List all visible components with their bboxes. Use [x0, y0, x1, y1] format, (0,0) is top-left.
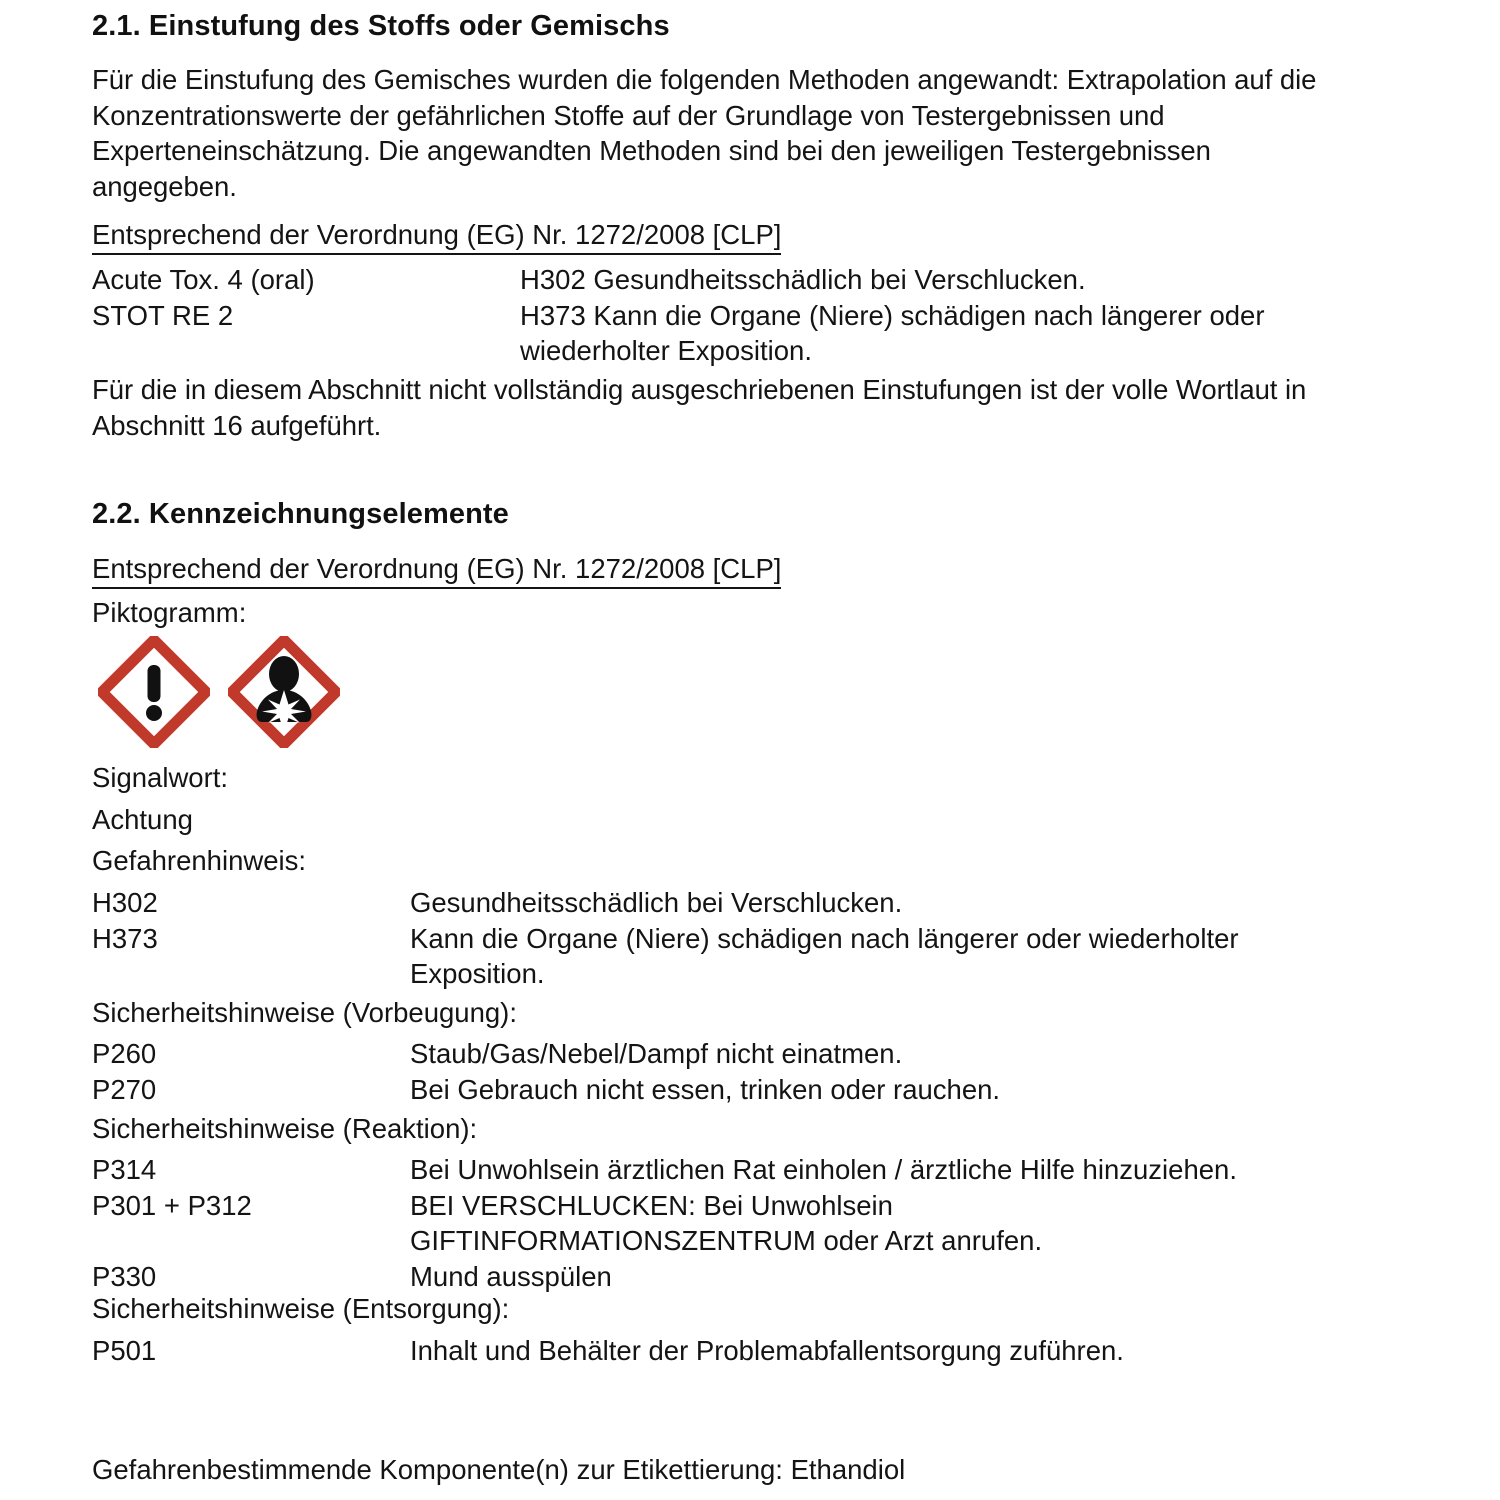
precautionary-response-table [92, 1152, 1432, 1294]
hazard-code: H373 [92, 922, 158, 954]
signal-word-label: Signalwort: [92, 762, 229, 793]
precautionary-code: P270 [92, 1073, 157, 1105]
table-row-continuation [92, 333, 1432, 369]
section-22-regulation-label-wrapper [92, 552, 781, 589]
section-22-heading: 2.2. Kennzeichnungselemente [92, 498, 509, 530]
precautionary-text: Bei Gebrauch nicht essen, trinken oder rauchen. [410, 1073, 1001, 1105]
pictogram-label: Piktogramm: [92, 597, 247, 628]
hazard-statements-label: Gefahrenhinweis: [92, 845, 307, 876]
exclamation-mark-pictogram [98, 636, 210, 748]
precautionary-text: Bei Unwohlsein ärztlichen Rat einholen / ärztliche Hilfe hinzuziehen. [410, 1154, 1237, 1185]
table-row [92, 1333, 1432, 1369]
precautionary-text: Inhalt und Behälter der Problemabfallentsorgung zuführen. [410, 1335, 1124, 1366]
precautionary-code: P301 + P312 [92, 1189, 252, 1221]
precautionary-code: P330 [92, 1260, 157, 1292]
hazard-statements-table [92, 885, 1432, 992]
precautionary-response-label: Sicherheitshinweise (Reaktion): [92, 1113, 478, 1144]
precautionary-code: P314 [92, 1154, 157, 1185]
section-21-classification-table [92, 262, 1432, 369]
classification-statement: H373 Kann die Organe (Niere) schädigen nach längerer oder [520, 299, 1265, 331]
hazard-determining-components: Gefahrenbestimmende Komponente(n) zur Etikettierung: Ethandiol [92, 1454, 906, 1485]
pictogram-strip [98, 636, 340, 748]
classification-statement: H302 Gesundheitsschädlich bei Verschlucken. [520, 264, 1086, 295]
section-22-regulation-label: Entsprechend der Verordnung (EG) Nr. 1272/2008 [CLP] [92, 552, 781, 589]
classification-class: STOT RE 2 [92, 299, 234, 331]
precautionary-code: P260 [92, 1038, 157, 1069]
section-21-regulation-label-wrapper [92, 218, 781, 255]
table-row [92, 1152, 1432, 1188]
table-row [92, 1259, 1432, 1295]
hazard-text: Gesundheitsschädlich bei Verschlucken. [410, 887, 903, 918]
section-21-intro-paragraph: Für die Einstufung des Gemisches wurden die folgenden Methoden angewandt: Extrapolation auf die Konzentrationswerte der gefährlichen Stoffe auf der Grundlage von Testergebnissen und Experteneinschätzung. Die angewandten Methoden sind bei den jeweiligen Testergebnissen angegeben. [92, 64, 1317, 202]
table-row [92, 921, 1432, 957]
precautionary-prevention-table [92, 1036, 1432, 1107]
precautionary-text: BEI VERSCHLUCKEN: Bei Unwohlsein [410, 1189, 893, 1221]
precautionary-disposal-table [92, 1333, 1432, 1369]
hazard-code: H302 [92, 887, 158, 918]
section-21-footnote: Für die in diesem Abschnitt nicht vollständig ausgeschriebenen Einstufungen ist der volle Wortlaut in Abschnitt 16 aufgeführt. [92, 374, 1307, 441]
classification-statement-continuation: wiederholter Exposition. [520, 335, 812, 366]
signal-word-value: Achtung [92, 804, 193, 835]
table-row [92, 298, 1432, 334]
precautionary-text: Staub/Gas/Nebel/Dampf nicht einatmen. [410, 1038, 903, 1069]
table-row-continuation [92, 1223, 1432, 1259]
section-21-heading: 2.1. Einstufung des Stoffs oder Gemischs [92, 10, 670, 42]
table-row [92, 885, 1432, 921]
table-row [92, 1036, 1432, 1072]
table-row [92, 1072, 1432, 1108]
precautionary-text: Mund ausspülen [410, 1260, 612, 1292]
precautionary-text-continuation: GIFTINFORMATIONSZENTRUM oder Arzt anrufen. [410, 1225, 1043, 1256]
hazard-text: Kann die Organe (Niere) schädigen nach längerer oder wiederholter [410, 922, 1239, 954]
precautionary-disposal-label: Sicherheitshinweise (Entsorgung): [92, 1293, 510, 1324]
hazard-text-continuation: Exposition. [410, 958, 545, 989]
table-row [92, 262, 1432, 298]
section-21-regulation-label: Entsprechend der Verordnung (EG) Nr. 1272/2008 [CLP] [92, 218, 781, 255]
precautionary-code: P501 [92, 1335, 157, 1366]
table-row [92, 1188, 1432, 1224]
precautionary-prevention-label: Sicherheitshinweise (Vorbeugung): [92, 997, 517, 1028]
classification-class: Acute Tox. 4 (oral) [92, 264, 315, 295]
table-row-continuation [92, 956, 1432, 992]
health-hazard-pictogram [228, 636, 340, 748]
